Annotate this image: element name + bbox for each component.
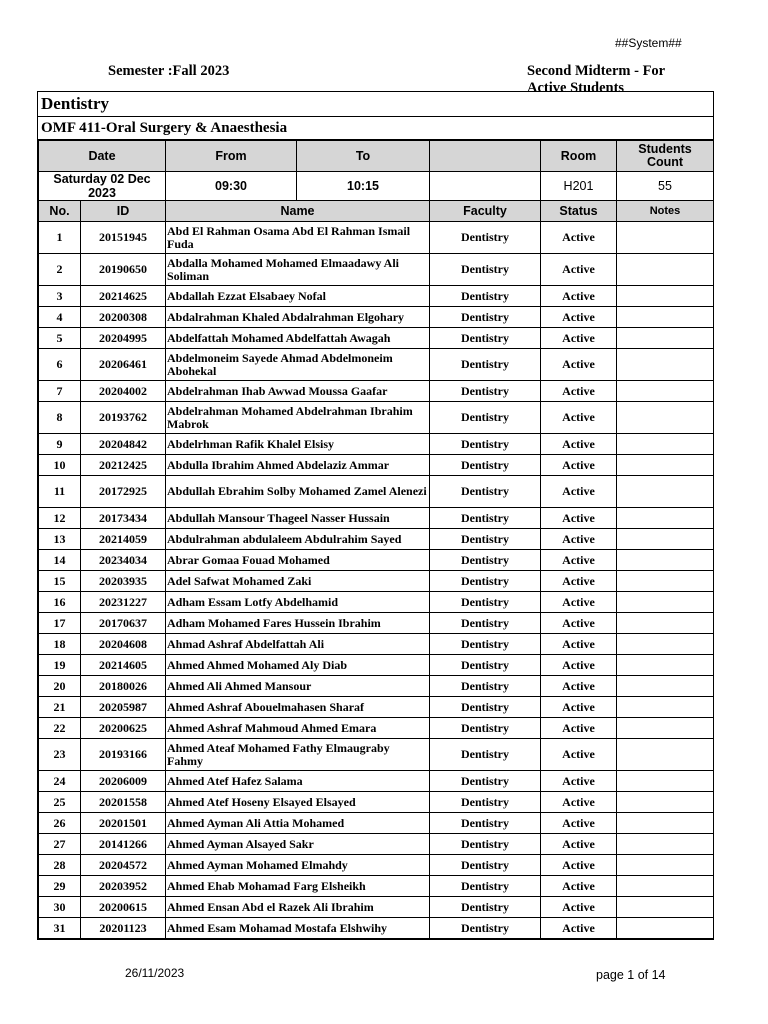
student-id: 20205987 (81, 697, 166, 718)
notes-cell (617, 571, 714, 592)
session-date: Saturday 02 Dec 2023 (39, 172, 166, 201)
faculty-cell: Dentistry (430, 476, 541, 508)
notes-cell (617, 655, 714, 676)
student-id: 20193166 (81, 739, 166, 771)
notes-cell (617, 676, 714, 697)
row-number: 4 (39, 307, 81, 328)
table-row (39, 718, 714, 739)
status-cell: Active (541, 508, 617, 529)
status-cell: Active (541, 876, 617, 897)
notes-cell (617, 550, 714, 571)
status-cell: Active (541, 455, 617, 476)
table-row (39, 455, 714, 476)
student-name: Abdalrahman Khaled Abdalrahman Elgohary (166, 307, 430, 328)
faculty-cell: Dentistry (430, 254, 541, 286)
to-header: To (297, 141, 430, 172)
row-number: 29 (39, 876, 81, 897)
student-id: 20193762 (81, 402, 166, 434)
faculty-cell: Dentistry (430, 876, 541, 897)
from-header: From (166, 141, 297, 172)
student-name: Ahmed Ehab Mohamad Farg Elsheikh (166, 876, 430, 897)
student-id: 20200308 (81, 307, 166, 328)
table-row (39, 592, 714, 613)
session-room: H201 (541, 172, 617, 201)
student-name: Ahmed Atef Hoseny Elsayed Elsayed (166, 792, 430, 813)
notes-cell (617, 307, 714, 328)
status-cell: Active (541, 529, 617, 550)
table-row (39, 381, 714, 402)
student-id: 20214605 (81, 655, 166, 676)
table-row (39, 771, 714, 792)
table-row (39, 876, 714, 897)
notes-cell (617, 697, 714, 718)
faculty-cell: Dentistry (430, 571, 541, 592)
system-tag: ##System## (615, 36, 682, 50)
notes-cell (617, 508, 714, 529)
faculty-cell: Dentistry (430, 307, 541, 328)
row-number: 5 (39, 328, 81, 349)
student-name: Abdelrahman Ihab Awwad Moussa Gaafar (166, 381, 430, 402)
status-cell: Active (541, 771, 617, 792)
row-number: 13 (39, 529, 81, 550)
student-id: 20200625 (81, 718, 166, 739)
table-row (39, 739, 714, 771)
row-number: 8 (39, 402, 81, 434)
faculty-cell: Dentistry (430, 897, 541, 918)
student-id: 20204842 (81, 434, 166, 455)
status-cell: Active (541, 571, 617, 592)
table-row (39, 676, 714, 697)
row-number: 25 (39, 792, 81, 813)
row-number: 18 (39, 634, 81, 655)
student-name: Ahmed Ayman Alsayed Sakr (166, 834, 430, 855)
faculty-cell: Dentistry (430, 328, 541, 349)
status-cell: Active (541, 676, 617, 697)
status-cell: Active (541, 897, 617, 918)
student-name: Ahmed Ahmed Mohamed Aly Diab (166, 655, 430, 676)
student-id: 20206009 (81, 771, 166, 792)
faculty-cell: Dentistry (430, 676, 541, 697)
student-name: Ahmad Ashraf Abdelfattah Ali (166, 634, 430, 655)
semester-label: Semester :Fall 2023 (108, 63, 230, 79)
student-id: 20206461 (81, 349, 166, 381)
course-title: OMF 411-Oral Surgery & Anaesthesia (38, 117, 713, 140)
student-name: Adham Mohamed Fares Hussein Ibrahim (166, 613, 430, 634)
row-number: 15 (39, 571, 81, 592)
table-header-row (39, 201, 714, 222)
student-name: Ahmed Atef Hafez Salama (166, 771, 430, 792)
student-id: 20231227 (81, 592, 166, 613)
row-number: 1 (39, 222, 81, 254)
status-cell: Active (541, 634, 617, 655)
faculty-cell: Dentistry (430, 455, 541, 476)
faculty-cell: Dentistry (430, 634, 541, 655)
notes-cell (617, 254, 714, 286)
table-row (39, 792, 714, 813)
notes-cell (617, 328, 714, 349)
student-id: 20190650 (81, 254, 166, 286)
student-name: Abdelfattah Mohamed Abdelfattah Awagah (166, 328, 430, 349)
row-number: 27 (39, 834, 81, 855)
row-number: 17 (39, 613, 81, 634)
table-row (39, 813, 714, 834)
faculty-cell: Dentistry (430, 655, 541, 676)
status-cell: Active (541, 349, 617, 381)
student-name: Ahmed Ensan Abd el Razek Ali Ibrahim (166, 897, 430, 918)
student-name: Adham Essam Lotfy Abdelhamid (166, 592, 430, 613)
student-name: Abd El Rahman Osama Abd El Rahman Ismail Fuda (166, 222, 430, 254)
student-name: Abdallah Ezzat Elsabaey Nofal (166, 286, 430, 307)
row-number: 7 (39, 381, 81, 402)
status-cell: Active (541, 718, 617, 739)
status-cell: Active (541, 739, 617, 771)
row-number: 9 (39, 434, 81, 455)
row-number: 6 (39, 349, 81, 381)
faculty-cell: Dentistry (430, 792, 541, 813)
student-name: Abdullah Mansour Thageel Nasser Hussain (166, 508, 430, 529)
student-name: Abdelrahman Mohamed Abdelrahman Ibrahim Mabrok (166, 402, 430, 434)
faculty-cell: Dentistry (430, 739, 541, 771)
department-title: Dentistry (38, 92, 713, 117)
notes-cell (617, 718, 714, 739)
student-name: Adel Safwat Mohamed Zaki (166, 571, 430, 592)
table-row (39, 349, 714, 381)
name-header: Name (166, 201, 430, 222)
students-count-header: Students Count (617, 141, 714, 172)
student-id: 20214625 (81, 286, 166, 307)
session-count: 55 (617, 172, 714, 201)
row-number: 16 (39, 592, 81, 613)
table-row (39, 855, 714, 876)
faculty-cell: Dentistry (430, 508, 541, 529)
student-id: 20203952 (81, 876, 166, 897)
table-row (39, 634, 714, 655)
student-id: 20172925 (81, 476, 166, 508)
student-name: Abdullah Ebrahim Solby Mohamed Zamel Alenezi (166, 476, 430, 508)
row-number: 10 (39, 455, 81, 476)
table-row (39, 307, 714, 328)
status-header: Status (541, 201, 617, 222)
student-id: 20203935 (81, 571, 166, 592)
table-row (39, 918, 714, 939)
session-to: 10:15 (297, 172, 430, 201)
notes-cell (617, 792, 714, 813)
table-row (39, 402, 714, 434)
student-name: Abdulrahman abdulaleem Abdulrahim Sayed (166, 529, 430, 550)
table-row (39, 222, 714, 254)
faculty-cell: Dentistry (430, 402, 541, 434)
faculty-cell: Dentistry (430, 918, 541, 939)
notes-cell (617, 529, 714, 550)
student-id: 20170637 (81, 613, 166, 634)
table-row (39, 328, 714, 349)
student-id: 20214059 (81, 529, 166, 550)
student-id: 20201123 (81, 918, 166, 939)
notes-cell (617, 771, 714, 792)
table-row (39, 655, 714, 676)
faculty-cell: Dentistry (430, 718, 541, 739)
notes-cell (617, 286, 714, 307)
status-cell: Active (541, 813, 617, 834)
student-id: 20234034 (81, 550, 166, 571)
table-row (39, 286, 714, 307)
notes-cell (617, 222, 714, 254)
blank-header (430, 141, 541, 172)
notes-cell (617, 855, 714, 876)
faculty-cell: Dentistry (430, 529, 541, 550)
notes-cell (617, 897, 714, 918)
faculty-cell: Dentistry (430, 771, 541, 792)
student-name: Ahmed Ayman Mohamed Elmahdy (166, 855, 430, 876)
student-id: 20151945 (81, 222, 166, 254)
table-row (39, 613, 714, 634)
faculty-cell: Dentistry (430, 834, 541, 855)
faculty-cell: Dentistry (430, 813, 541, 834)
student-id: 20180026 (81, 676, 166, 697)
notes-cell (617, 434, 714, 455)
notes-cell (617, 402, 714, 434)
row-number: 12 (39, 508, 81, 529)
notes-cell (617, 876, 714, 897)
notes-cell (617, 634, 714, 655)
table-row (39, 476, 714, 508)
table-row (39, 508, 714, 529)
table-row (39, 550, 714, 571)
student-id: 20204995 (81, 328, 166, 349)
student-id: 20201558 (81, 792, 166, 813)
notes-cell (617, 813, 714, 834)
student-name: Ahmed Ashraf Abouelmahasen Sharaf (166, 697, 430, 718)
footer-date: 26/11/2023 (125, 966, 185, 980)
student-name: Ahmed Ateaf Mohamed Fathy Elmaugraby Fahmy (166, 739, 430, 771)
notes-cell (617, 349, 714, 381)
table-row (39, 434, 714, 455)
roster-table (38, 140, 714, 939)
id-header: ID (81, 201, 166, 222)
faculty-cell: Dentistry (430, 697, 541, 718)
exam-title: Second Midterm - For Active Students (527, 63, 665, 96)
status-cell: Active (541, 307, 617, 328)
row-number: 22 (39, 718, 81, 739)
status-cell: Active (541, 655, 617, 676)
student-name: Ahmed Ali Ahmed Mansour (166, 676, 430, 697)
row-number: 21 (39, 697, 81, 718)
student-id: 20212425 (81, 455, 166, 476)
status-cell: Active (541, 613, 617, 634)
status-cell: Active (541, 550, 617, 571)
status-cell: Active (541, 286, 617, 307)
exam-sheet (37, 91, 714, 940)
student-name: Ahmed Esam Mohamad Mostafa Elshwihy (166, 918, 430, 939)
notes-cell (617, 381, 714, 402)
notes-cell (617, 739, 714, 771)
student-id: 20200615 (81, 897, 166, 918)
table-row (39, 697, 714, 718)
faculty-cell: Dentistry (430, 434, 541, 455)
faculty-cell: Dentistry (430, 855, 541, 876)
notes-cell (617, 455, 714, 476)
row-number: 11 (39, 476, 81, 508)
status-cell: Active (541, 855, 617, 876)
status-cell: Active (541, 697, 617, 718)
table-row (39, 571, 714, 592)
faculty-cell: Dentistry (430, 592, 541, 613)
faculty-cell: Dentistry (430, 550, 541, 571)
notes-cell (617, 918, 714, 939)
student-name: Abdelmoneim Sayede Ahmad Abdelmoneim Abohekal (166, 349, 430, 381)
notes-cell (617, 476, 714, 508)
row-number: 2 (39, 254, 81, 286)
row-number: 3 (39, 286, 81, 307)
room-header: Room (541, 141, 617, 172)
row-number: 23 (39, 739, 81, 771)
table-row (39, 529, 714, 550)
notes-header: Notes (617, 201, 714, 222)
faculty-cell: Dentistry (430, 381, 541, 402)
row-number: 31 (39, 918, 81, 939)
faculty-cell: Dentistry (430, 613, 541, 634)
student-name: Abdelrhman Rafik Khalel Elsisy (166, 434, 430, 455)
faculty-header: Faculty (430, 201, 541, 222)
notes-cell (617, 592, 714, 613)
table-row (39, 254, 714, 286)
session-header-row (39, 141, 714, 172)
table-row (39, 897, 714, 918)
status-cell: Active (541, 792, 617, 813)
row-number: 19 (39, 655, 81, 676)
status-cell: Active (541, 592, 617, 613)
notes-cell (617, 613, 714, 634)
student-name: Abdulla Ibrahim Ahmed Abdelaziz Ammar (166, 455, 430, 476)
student-name: Abdalla Mohamed Mohamed Elmaadawy Ali Soliman (166, 254, 430, 286)
student-id: 20204002 (81, 381, 166, 402)
student-id: 20141266 (81, 834, 166, 855)
status-cell: Active (541, 381, 617, 402)
status-cell: Active (541, 254, 617, 286)
row-number: 14 (39, 550, 81, 571)
session-blank (430, 172, 541, 201)
student-id: 20173434 (81, 508, 166, 529)
student-id: 20201501 (81, 813, 166, 834)
status-cell: Active (541, 328, 617, 349)
student-id: 20204572 (81, 855, 166, 876)
student-name: Ahmed Ashraf Mahmoud Ahmed Emara (166, 718, 430, 739)
status-cell: Active (541, 222, 617, 254)
notes-cell (617, 834, 714, 855)
date-header: Date (39, 141, 166, 172)
row-number: 20 (39, 676, 81, 697)
status-cell: Active (541, 834, 617, 855)
page-number: page 1 of 14 (596, 968, 666, 982)
no-header: No. (39, 201, 81, 222)
row-number: 30 (39, 897, 81, 918)
row-number: 26 (39, 813, 81, 834)
status-cell: Active (541, 476, 617, 508)
row-number: 28 (39, 855, 81, 876)
status-cell: Active (541, 918, 617, 939)
session-info-row (39, 172, 714, 201)
status-cell: Active (541, 434, 617, 455)
table-row (39, 834, 714, 855)
student-id: 20204608 (81, 634, 166, 655)
faculty-cell: Dentistry (430, 222, 541, 254)
faculty-cell: Dentistry (430, 349, 541, 381)
status-cell: Active (541, 402, 617, 434)
session-from: 09:30 (166, 172, 297, 201)
student-name: Abrar Gomaa Fouad Mohamed (166, 550, 430, 571)
faculty-cell: Dentistry (430, 286, 541, 307)
student-name: Ahmed Ayman Ali Attia Mohamed (166, 813, 430, 834)
row-number: 24 (39, 771, 81, 792)
